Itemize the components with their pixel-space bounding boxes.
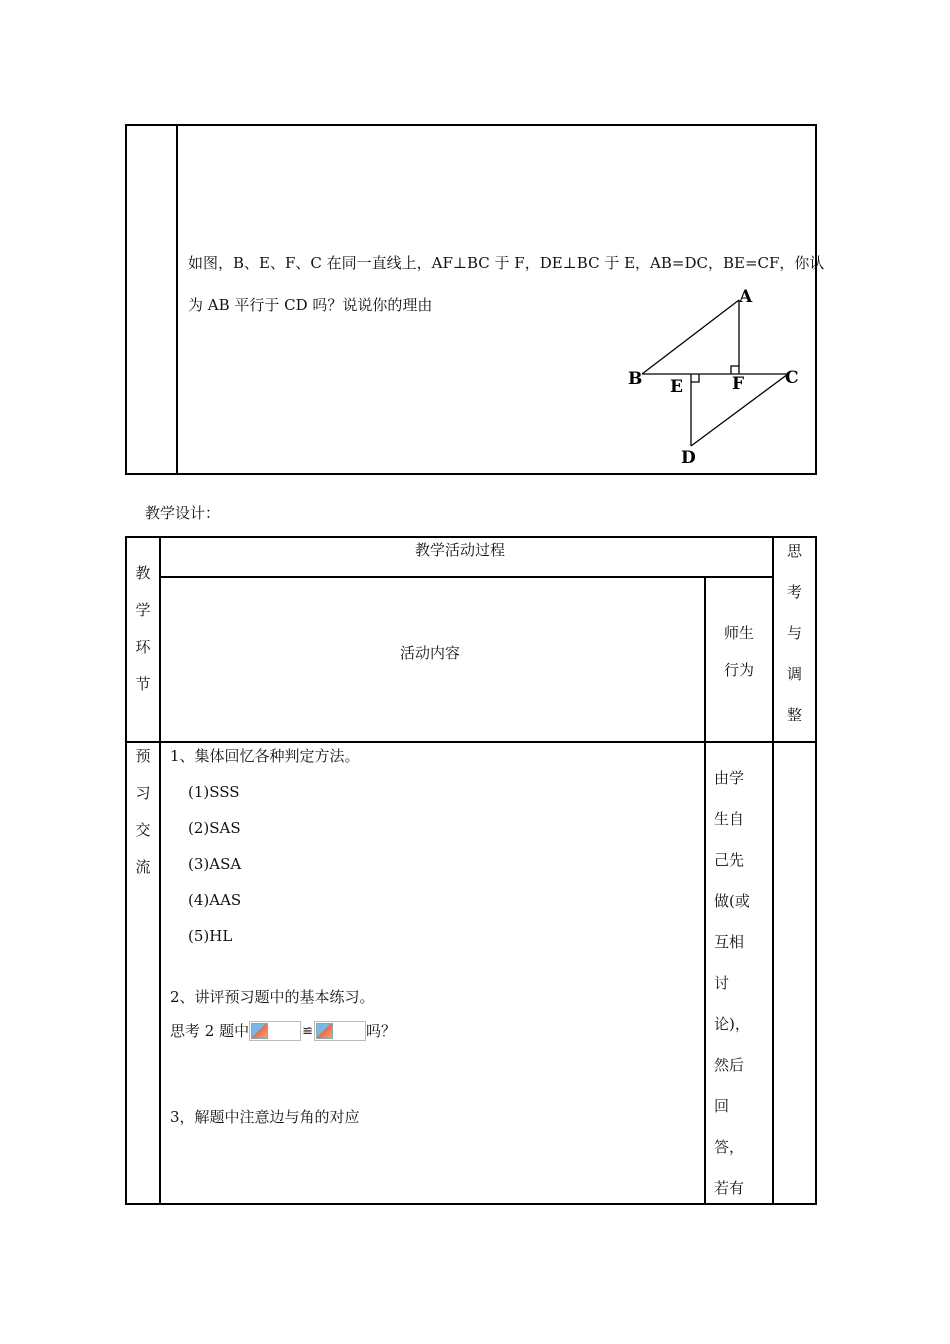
method-asa: (3)ASA [188,855,242,873]
problem-text-line1: 如图，B、E、F、C 在同一直线上，AF⊥BC 于 F，DE⊥BC 于 E，AB=DC，BE=CF，你认 [188,254,825,272]
col1-header: 教 学 环 节 [135,564,151,693]
method-aas: (4)AAS [188,891,242,909]
label-b: B [628,369,643,389]
behavior-header: 师生 行为 [723,624,754,679]
label-e: E [670,377,683,397]
right-angle-e [691,374,699,382]
content-think-line [170,1021,396,1041]
congruent-symbol: ≌ [302,1023,313,1039]
design-title: 教学设计： [145,504,221,522]
content-item3: 3，解题中注意边与角的对应 [170,1108,360,1126]
geometry-figure [620,280,810,470]
process-header-divider [159,576,774,578]
problem-text-line2: 为 AB 平行于 CD 吗？说说你的理由 [188,296,433,314]
right-angle-f [731,366,739,374]
header-body-divider [125,741,817,743]
method-sas: (2)SAS [188,819,241,837]
think-suffix: 吗？ [366,1021,397,1040]
content-item2: 2、讲评预习题中的基本练习。 [170,988,375,1006]
process-header: 教学活动过程 [415,541,506,559]
segment-ab [642,300,739,374]
problem-table-divider [176,124,178,475]
missing-image-icon [314,1021,366,1041]
label-f: F [732,374,745,394]
label-c: C [785,368,799,388]
adjust-header: 思 考 与 调 整 [786,542,802,724]
method-sss: (1)SSS [188,783,240,801]
content-item1: 1、集体回忆各种判定方法。 [170,747,360,765]
activity-header: 活动内容 [400,644,461,662]
behavior-text: 由学 生自 己先 做(或 互相 讨 论)， 然后 回 答， 若有 [714,769,750,1197]
missing-image-icon [249,1021,301,1041]
label-d: D [681,448,696,468]
think-prefix: 思考 2 题中 [170,1021,250,1040]
label-a: A [739,287,753,307]
method-hl: (5)HL [188,927,233,945]
section-name: 预 习 交 流 [135,747,151,876]
